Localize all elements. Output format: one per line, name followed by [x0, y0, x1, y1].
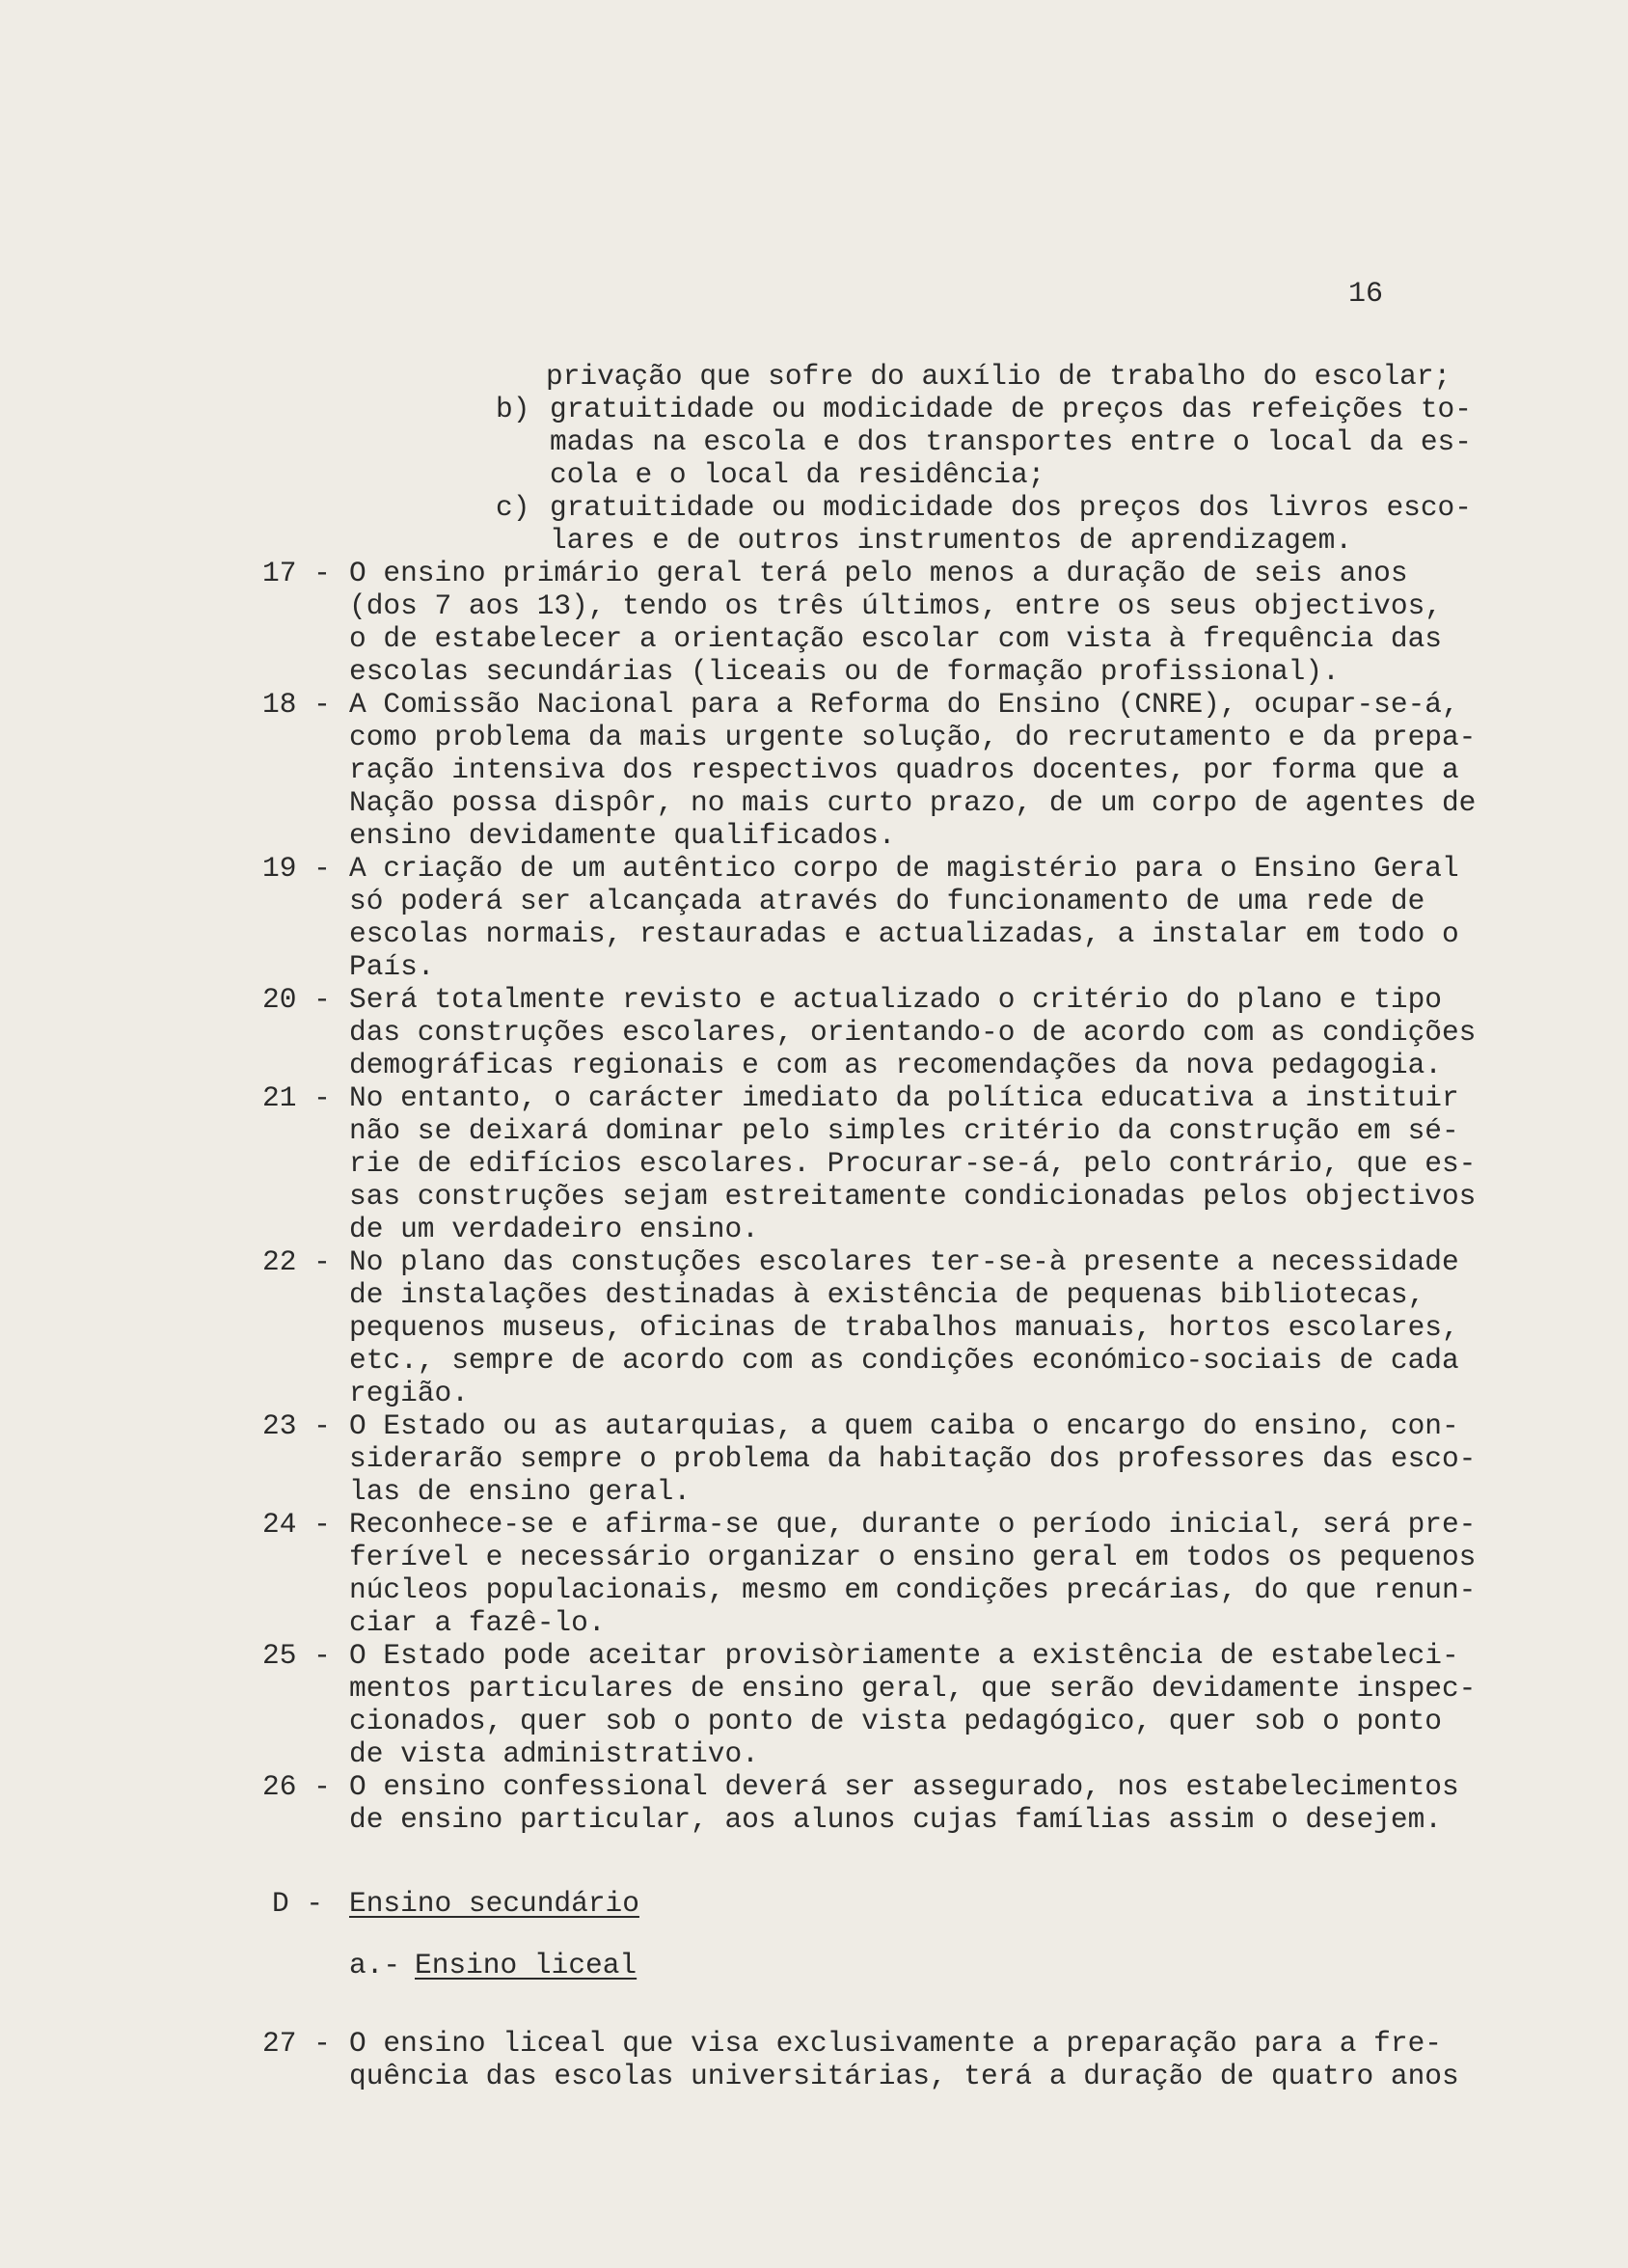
- item-c-line: gratuitidade ou modicidade dos preços dos livros esco-: [550, 491, 1472, 524]
- item-line: O ensino confessional deverá ser assegurado, nos estabelecimentos: [349, 1770, 1459, 1803]
- item-line: ciar a fazê-lo.: [349, 1606, 606, 1639]
- item-line: de um verdadeiro ensino.: [349, 1213, 759, 1245]
- section-heading: Ensino secundário: [349, 1887, 639, 1920]
- item-line: só poderá ser alcançada através do funcionamento de uma rede de: [349, 885, 1425, 917]
- item-line: (dos 7 aos 13), tendo os três últimos, entre os seus objectivos,: [349, 589, 1442, 622]
- item-number: 19 -: [262, 852, 331, 885]
- item-line: demográficas regionais e com as recomendações da nova pedagogia.: [349, 1049, 1442, 1081]
- item-line: núcleos populacionais, mesmo em condições precárias, do que renun-: [349, 1573, 1477, 1606]
- item-line: região.: [349, 1377, 469, 1409]
- subsection-heading: Ensino liceal: [415, 1949, 638, 1981]
- item-line: mentos particulares de ensino geral, que serão devidamente inspec-: [349, 1672, 1477, 1705]
- item-number: 18 -: [262, 688, 331, 721]
- item-line: como problema da mais urgente solução, do recrutamento e da prepa-: [349, 721, 1477, 753]
- item-line: o de estabelecer a orientação escolar com vista à frequência das: [349, 622, 1442, 655]
- item-number: 17 -: [262, 557, 331, 589]
- item-line: siderarão sempre o problema da habitação dos professores das esco-: [349, 1442, 1477, 1475]
- item-number: 20 -: [262, 983, 331, 1016]
- item-line: não se deixará dominar pelo simples critério da construção em sé-: [349, 1114, 1459, 1147]
- item-c-line: lares e de outros instrumentos de aprendizagem.: [550, 524, 1353, 557]
- item-b-label: b): [496, 393, 530, 425]
- item-line: A Comissão Nacional para a Reforma do Ensino (CNRE), ocupar-se-á,: [349, 688, 1459, 721]
- item-number: 24 -: [262, 1508, 331, 1541]
- item-line: O ensino primário geral terá pelo menos a duração de seis anos: [349, 557, 1408, 589]
- item-line: No plano das constuções escolares ter-se-à presente a necessidade: [349, 1245, 1459, 1278]
- item-line: rie de edifícios escolares. Procurar-se-á, pelo contrário, que es-: [349, 1147, 1477, 1180]
- subsection-letter: a.-: [349, 1949, 401, 1981]
- item-line: A criação de um autêntico corpo de magistério para o Ensino Geral: [349, 852, 1459, 885]
- intro-line: privação que sofre do auxílio de trabalho do escolar;: [546, 360, 1452, 393]
- page-number: 16: [1348, 278, 1384, 311]
- item-line: das construções escolares, orientando-o de acordo com as condições: [349, 1016, 1477, 1049]
- item-line: Nação possa dispôr, no mais curto prazo, de um corpo de agentes de: [349, 786, 1477, 819]
- item-number: 25 -: [262, 1639, 331, 1672]
- item-number: 21 -: [262, 1081, 331, 1114]
- item-c-label: c): [496, 491, 530, 524]
- item-line: sas construções sejam estreitamente condicionadas pelos objectivos: [349, 1180, 1477, 1213]
- item-line: las de ensino geral.: [349, 1475, 692, 1508]
- item-b-line: cola e o local da residência;: [550, 458, 1045, 491]
- item-number: 23 -: [262, 1409, 331, 1442]
- item-line: de vista administrativo.: [349, 1737, 759, 1770]
- item-line: pequenos museus, oficinas de trabalhos manuais, hortos escolares,: [349, 1311, 1459, 1344]
- item-b-line: gratuitidade ou modicidade de preços das refeições to-: [550, 393, 1472, 425]
- item-line: Será totalmente revisto e actualizado o critério do plano e tipo: [349, 983, 1442, 1016]
- item-line: O Estado pode aceitar provisòriamente a existência de estabeleci-: [349, 1639, 1459, 1672]
- item-line: O Estado ou as autarquias, a quem caiba o encargo do ensino, con-: [349, 1409, 1459, 1442]
- item-line: escolas normais, restauradas e actualizadas, a instalar em todo o: [349, 917, 1459, 950]
- item-line: No entanto, o carácter imediato da política educativa a instituir: [349, 1081, 1459, 1114]
- section-letter: D -: [272, 1887, 324, 1920]
- item-line: escolas secundárias (liceais ou de formação profissional).: [349, 655, 1340, 688]
- item-number: 26 -: [262, 1770, 331, 1803]
- item-number: 27 -: [262, 2027, 331, 2060]
- item-number: 22 -: [262, 1245, 331, 1278]
- item-line: O ensino liceal que visa exclusivamente a preparação para a fre-: [349, 2027, 1442, 2060]
- item-line: País.: [349, 950, 435, 983]
- item-line: ração intensiva dos respectivos quadros docentes, por forma que a: [349, 753, 1459, 786]
- item-line: ferível e necessário organizar o ensino geral em todos os pequenos: [349, 1541, 1477, 1573]
- item-line: quência das escolas universitárias, terá a duração de quatro anos: [349, 2060, 1459, 2092]
- item-line: de ensino particular, aos alunos cujas famílias assim o desejem.: [349, 1803, 1442, 1836]
- item-line: de instalações destinadas à existência de pequenas bibliotecas,: [349, 1278, 1425, 1311]
- item-line: ensino devidamente qualificados.: [349, 819, 896, 852]
- item-line: etc., sempre de acordo com as condições económico-sociais de cada: [349, 1344, 1459, 1377]
- item-line: Reconhece-se e afirma-se que, durante o período inicial, será pre-: [349, 1508, 1477, 1541]
- item-line: cionados, quer sob o ponto de vista pedagógico, quer sob o ponto: [349, 1705, 1442, 1737]
- item-b-line: madas na escola e dos transportes entre o local da es-: [550, 425, 1472, 458]
